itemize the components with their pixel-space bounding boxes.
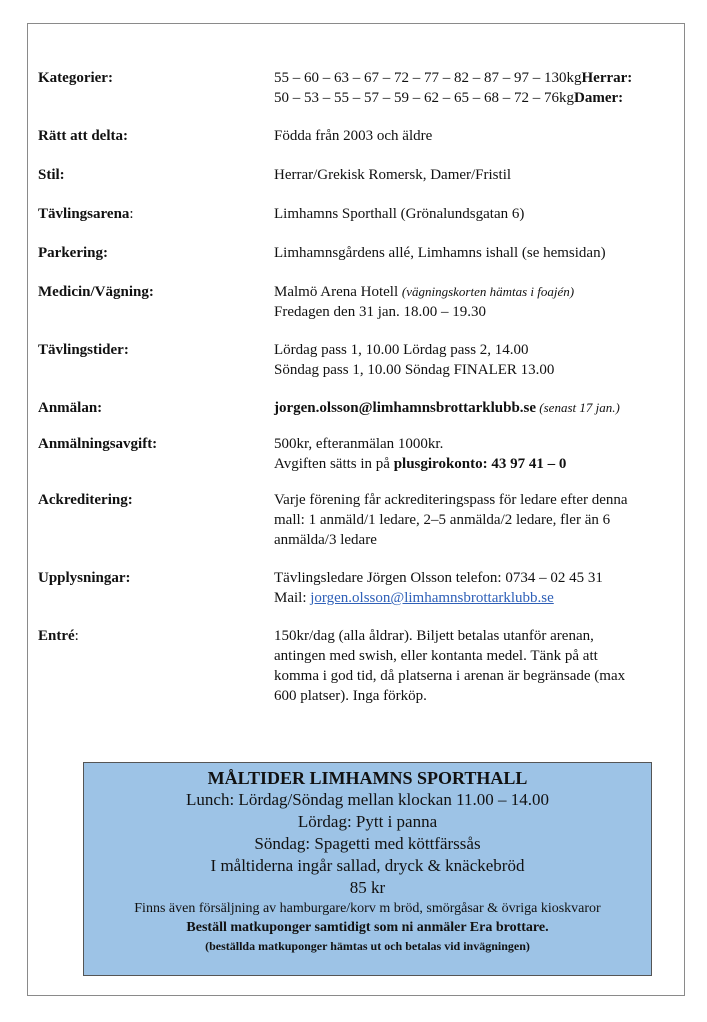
value-text: Söndag pass 1, 10.00 Söndag FINALER 13.00: [274, 362, 555, 378]
label-text: Tävlingstider:: [38, 342, 129, 358]
info-row-label: [38, 68, 274, 108]
email-link[interactable]: jorgen.olsson@limhamnsbrottarklubb.se: [310, 590, 554, 606]
info-row-label: [38, 398, 274, 418]
meal-info-box: [83, 762, 652, 976]
info-row-label: [38, 434, 274, 474]
value-line: [274, 165, 674, 185]
value-line: [274, 302, 674, 322]
bold-text: plusgirokonto: 43 97 41 – 0: [393, 456, 567, 472]
info-row: [38, 282, 674, 322]
bold-text: Damer:: [574, 90, 624, 106]
value-text: Varje förening får ackrediteringspass för ledare efter denna: [274, 492, 628, 508]
info-row-value: [274, 434, 674, 474]
label-text: Upplysningar:: [38, 570, 131, 586]
value-line: [274, 398, 674, 418]
value-line: [274, 204, 674, 224]
value-text: Lördag pass 1, 10.00 Lördag pass 2, 14.00: [274, 342, 529, 358]
info-row: [38, 165, 674, 185]
info-row-value: [274, 165, 674, 185]
value-text: anmälda/3 ledare: [274, 532, 377, 548]
info-row-value: [274, 568, 674, 608]
value-line: [274, 666, 674, 686]
info-row: [38, 243, 674, 263]
value-text: komma i god tid, då platserna i arenan är begränsade (max: [274, 668, 626, 684]
label-text: Entré: [38, 628, 75, 644]
label-text: Stil:: [38, 167, 65, 183]
meal-title: MÅLTIDER LIMHAMNS SPORTHALL: [207, 768, 528, 788]
info-row-label: [38, 340, 274, 380]
info-row-value: [274, 282, 674, 322]
meal-price: 85 kr: [349, 878, 386, 897]
info-row-value: [274, 243, 674, 263]
info-row-label: [38, 126, 274, 146]
value-text: 150kr/dag (alla åldrar). Biljett betalas utanför arenan,: [274, 628, 594, 644]
value-text: Födda från 2003 och äldre: [274, 128, 433, 144]
meal-includes: I måltiderna ingår sallad, dryck & knäckebröd: [210, 856, 525, 875]
value-text: antingen med swish, eller kontanta medel. Tänk på att: [274, 648, 598, 664]
italic-note: (vägningskorten hämtas i foajén): [401, 284, 575, 299]
label-suffix: :: [129, 206, 134, 222]
value-line: [274, 530, 674, 550]
label-text: Rätt att delta:: [38, 128, 128, 144]
value-line: [274, 454, 674, 474]
label-text: Tävlingsarena: [38, 206, 130, 222]
info-row: [38, 340, 674, 380]
info-row-label: [38, 626, 274, 706]
value-line: [274, 68, 674, 88]
value-text: Herrar/Grekisk Romersk, Damer/Fristil: [274, 167, 512, 183]
info-row: [38, 434, 674, 474]
value-text: Malmö Arena Hotell: [274, 284, 402, 300]
info-row-value: [274, 490, 674, 550]
info-row: [38, 490, 674, 550]
value-line: [274, 282, 674, 302]
value-line: [274, 88, 674, 108]
info-row-label: [38, 490, 274, 550]
label-text: Parkering:: [38, 245, 108, 261]
info-row-value: [274, 340, 674, 380]
meal-kiosk-note: Finns även försäljning av hamburgare/korv m bröd, smörgåsar & övriga kioskvaror: [134, 901, 601, 916]
value-line: [274, 568, 674, 588]
info-row: [38, 126, 674, 146]
italic-note: (senast 17 jan.): [536, 400, 620, 415]
value-line: [274, 646, 674, 666]
value-text: Limhamnsgårdens allé, Limhamns ishall (se hemsidan): [274, 245, 606, 261]
value-line: [274, 340, 674, 360]
info-row-label: [38, 282, 274, 322]
info-row-value: [274, 68, 674, 108]
info-row: [38, 568, 674, 608]
meal-order-note: Beställ matkuponger samtidigt som ni anmäler Era brottare.: [186, 920, 549, 935]
info-row-value: [274, 626, 674, 706]
info-row-value: [274, 126, 674, 146]
bold-text: Herrar:: [581, 70, 633, 86]
label-text: Ackreditering:: [38, 492, 133, 508]
value-text: 55 – 60 – 63 – 67 – 72 – 77 – 82 – 87 – 97 – 130kg: [274, 70, 582, 86]
value-line: [274, 626, 674, 646]
value-text: Avgiften sätts in på: [274, 456, 394, 472]
label-text: Anmälningsavgift:: [38, 436, 158, 452]
info-row-value: [274, 398, 674, 418]
value-line: [274, 510, 674, 530]
info-row-label: [38, 165, 274, 185]
value-text: Limhamns Sporthall (Grönalundsgatan 6): [274, 206, 525, 222]
label-suffix: :: [74, 628, 79, 644]
label-text: Anmälan:: [38, 400, 103, 416]
info-row-label: [38, 243, 274, 263]
value-line: [274, 360, 674, 380]
value-line: [274, 126, 674, 146]
value-text: 600 platser). Inga förköp.: [274, 688, 427, 704]
meal-pickup-note: (beställda matkuponger hämtas ut och betalas vid invägningen): [205, 939, 530, 953]
info-row-label: [38, 568, 274, 608]
info-row-label: [38, 204, 274, 224]
value-text: mall: 1 anmäld/1 ledare, 2–5 anmälda/2 ledare, fler än 6: [274, 512, 611, 528]
value-line: [274, 686, 674, 706]
label-text: Medicin/Vägning:: [38, 284, 154, 300]
info-row: [38, 626, 674, 706]
value-text: Fredagen den 31 jan. 18.00 – 19.30: [274, 304, 487, 320]
value-line: [274, 243, 674, 263]
bold-text: jorgen.olsson@limhamnsbrottarklubb.se: [274, 400, 537, 416]
value-text: 500kr, efteranmälan 1000kr.: [274, 436, 444, 452]
value-text: 50 – 53 – 55 – 57 – 59 – 62 – 65 – 68 – 72 – 76kg: [274, 90, 574, 106]
info-row: [38, 68, 674, 108]
value-text: Mail:: [274, 590, 311, 606]
meal-lunch-time: Lunch: Lördag/Söndag mellan klockan 11.00 – 14.00: [186, 790, 549, 809]
meal-saturday: Lördag: Pytt i panna: [297, 812, 438, 831]
value-line: [274, 490, 674, 510]
info-row: [38, 204, 674, 224]
value-text: Tävlingsledare Jörgen Olsson telefon: 0734 – 02 45 31: [274, 570, 603, 586]
info-row: [38, 398, 674, 418]
info-row-value: [274, 204, 674, 224]
meal-sunday: Söndag: Spagetti med köttfärssås: [254, 834, 481, 853]
value-line: [274, 434, 674, 454]
label-text: Kategorier:: [38, 70, 113, 86]
value-line: [274, 588, 674, 608]
